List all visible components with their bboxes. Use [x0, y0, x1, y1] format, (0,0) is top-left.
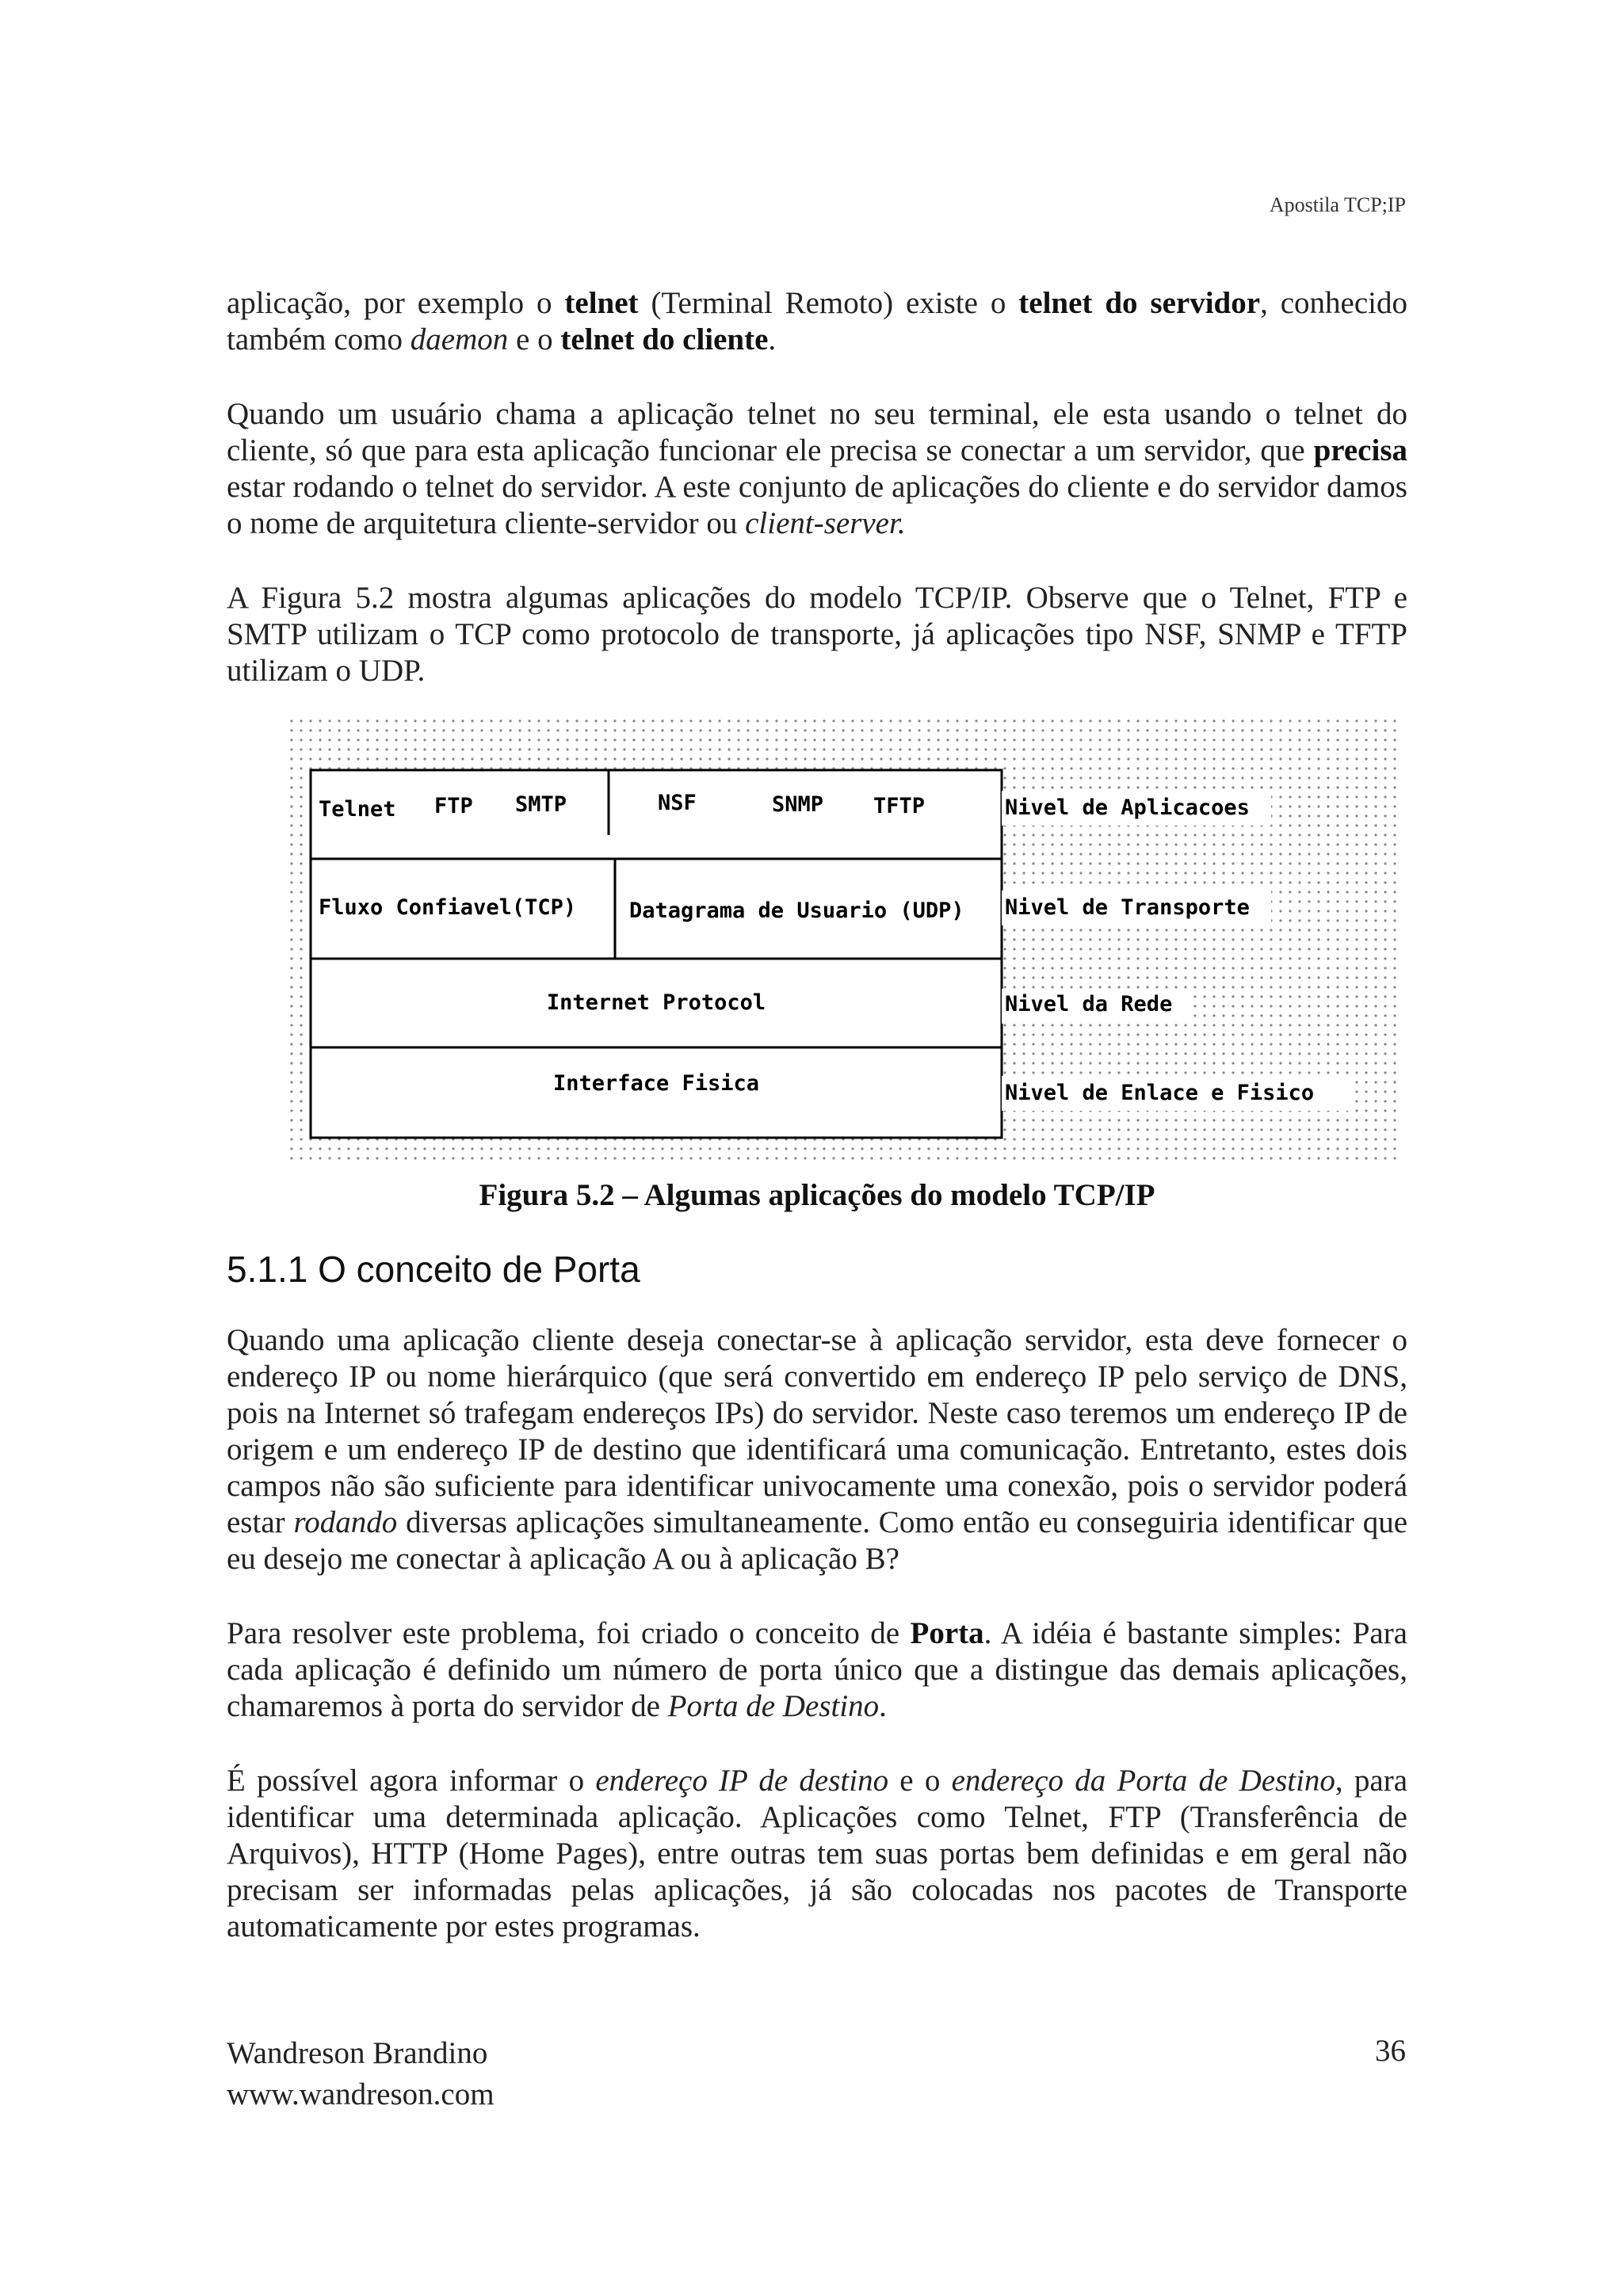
italic-term: daemon: [410, 322, 509, 357]
italic-term: Porta de Destino: [667, 1689, 880, 1723]
app-tftp: TFTP: [873, 794, 926, 818]
level-transport: Nivel de Transporte: [1005, 895, 1250, 920]
paragraph-telnet-intro: aplicação, por exemplo o telnet (Terminal Remoto) existe o telnet do servidor, conhecido também como daemon e o telnet do cliente.: [227, 286, 1407, 357]
app-snmp: SNMP: [772, 792, 824, 817]
app-nsf: NSF: [658, 791, 697, 815]
bold-term: telnet: [564, 286, 639, 320]
bold-term: Porta: [910, 1616, 984, 1650]
app-telnet: Telnet: [319, 797, 396, 822]
level-network: Nivel da Rede: [1005, 992, 1173, 1016]
paragraph-port-concept: Para resolver este problema, foi criado o conceito de Porta. A idéia é bastante simples: Para cada aplicação é definido um número de porta único que a distingue das demais aplicações, chamaremos à porta do servidor de Porta de Destino.: [227, 1616, 1407, 1723]
italic-term: endereço IP de destino: [595, 1764, 889, 1798]
bold-term: telnet do servidor: [1018, 286, 1261, 320]
level-link-physical: Nivel de Enlace e Fisico: [1005, 1081, 1315, 1105]
tcp-box-label: Fluxo Confiavel(TCP): [319, 895, 577, 920]
section-heading: 5.1.1 O conceito de Porta: [227, 1249, 640, 1290]
paragraph-port-problem: Quando uma aplicação cliente deseja conectar-se à aplicação servidor, esta deve fornecer o endereço IP ou nome hierárquico (que será convertido em endereço IP pelo serviço de DNS, pois na Internet só trafegam endereços IPs) do servidor. Neste caso teremos um endereço IP de origem e um endereço IP de destino que identificará uma comunicação. Entretanto, estes dois campos não são suficiente para identificar univocamente uma conexão, pois o servidor poderá estar rodando diversas aplicações simultaneamente. Como então eu conseguiria identificar que eu desejo me conectar à aplicação A ou à aplicação B?: [227, 1323, 1408, 1576]
physical-box-label: Interface Fisica: [552, 1071, 760, 1096]
italic-term: rodando: [293, 1505, 398, 1539]
page-footer: [227, 2033, 495, 2115]
footer-url: www.wandreson.com: [227, 2077, 495, 2111]
page-content: [227, 285, 1407, 1983]
ip-box-label: Internet Protocol: [546, 990, 766, 1015]
paragraph-port-usage: É possível agora informar o endereço IP de destino e o endereço da Porta de Destino, para identificar uma determinada aplicação. Aplicações como Telnet, FTP (Transferência de Arquivos), HTTP (Home Pages), entre outras tem suas portas bem definidas e em geral não precisam ser informadas pelas aplicações, já são colocadas nos pacotes de Transporte automaticamente por estes programas.: [227, 1764, 1408, 1943]
bold-term: precisa: [1313, 433, 1407, 467]
paragraph-client-server: Quando um usuário chama a aplicação telnet no seu terminal, ele esta usando o telnet do cliente, só que para esta aplicação funcionar ele precisa se conectar a um servidor, que precisa estar rodando o telnet do servidor. A este conjunto de aplicações do cliente e do servidor damos o nome de arquitetura cliente-servidor ou client-server.: [227, 397, 1407, 540]
italic-term: endereço da Porta de Destino: [951, 1764, 1335, 1798]
app-smtp: SMTP: [515, 792, 567, 817]
running-header: Apostila TCP;IP: [1269, 193, 1406, 216]
bold-term: telnet do cliente: [560, 322, 769, 357]
level-applications: Nivel de Aplicacoes: [1005, 795, 1250, 820]
tcpip-diagram: [290, 719, 1400, 1163]
italic-term: client-server.: [745, 506, 906, 540]
udp-box-label: Datagrama de Usuario (UDP): [629, 898, 964, 923]
figure-tcpip-model: [290, 719, 1400, 1163]
figure-caption: Figura 5.2 – Algumas aplicações do modelo TCP/IP: [479, 1178, 1155, 1212]
paragraph-figure-intro: A Figura 5.2 mostra algumas aplicações do modelo TCP/IP. Observe que o Telnet, FTP e SMTP utilizam o TCP como protocolo de transporte, já aplicações tipo NSF, SNMP e TFTP utilizam o UDP.: [227, 581, 1407, 688]
page-number: 36: [1375, 2034, 1406, 2068]
footer-author: Wandreson Brandino: [227, 2036, 488, 2070]
app-ftp: FTP: [434, 794, 473, 818]
